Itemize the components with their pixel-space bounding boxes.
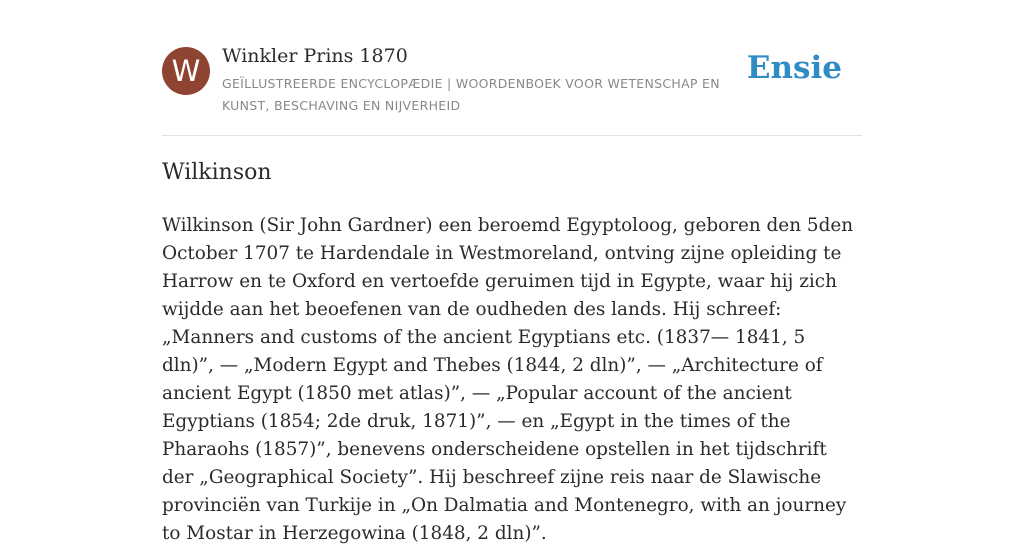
source-header — [162, 0, 862, 136]
source-title[interactable]: Winkler Prins 1870 — [222, 45, 408, 67]
source-avatar[interactable]: W — [162, 47, 210, 95]
entry-body: Wilkinson (Sir John Gardner) een beroemd Egyptoloog, geboren den 5den October 1707 te Hardendale in Westmoreland, ontving zijne opleiding te Harrow en te Oxford en vertoefde geruimen tijd in Egypte, waar hij zich wijdde aan het beoefenen van de oudheden des lands. Hij schreef: „Manners and customs of the ancient Egyptians etc. (1837— 1841, 5 dln)”, — „Modern Egypt and Thebes (1844, 2 dln)”, — „Architecture of ancient Egypt (1850 met atlas)”, — „Popular account of the ancient Egyptians (1854; 2de druk, 1871)”, — en „Egypt in the times of the Pharaohs (1857)”, benevens onderscheidene opstellen in het tijdschrift der „Geographical Society”. Hij beschreef zijne reis naar de Slawische provinciën van Turkije in „On Dalmatia and Montenegro, with an journey to Mostar in Herzegowina (1848, 2 dln)”. — [162, 215, 854, 544]
entry-title: Wilkinson — [162, 160, 272, 185]
page-container — [162, 0, 862, 544]
ensie-logo[interactable]: Ensie — [746, 50, 842, 86]
source-subtitle: GEÏLLUSTREERDE ENCYCLOPÆDIE | WOORDENBOEK VOOR WETENSCHAP EN KUNST, BESCHAVING EN NIJVERHEID — [222, 76, 720, 113]
